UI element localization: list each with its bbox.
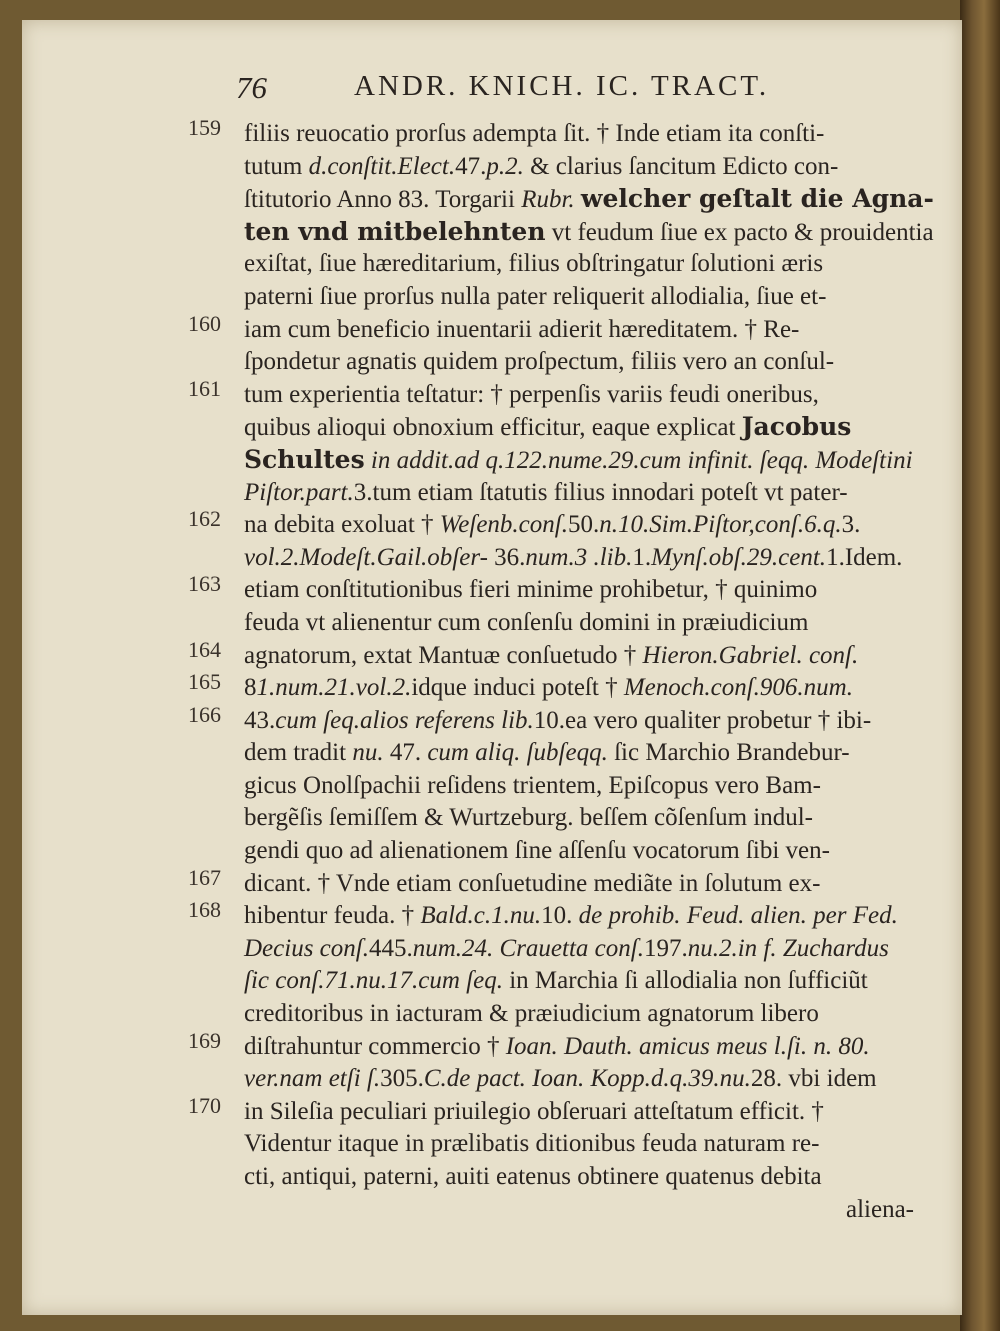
text-line [196, 1161, 956, 1194]
text-line [196, 607, 956, 640]
margin-number: 161 [188, 375, 221, 401]
citation-text: C.de pact. Ioan. Kopp.d.q.39.nu. [423, 1065, 751, 1093]
text-line [196, 346, 956, 379]
text-segment: paterni ſiue prorſus nulla pater reliquerit allodialia, ſiue et- [244, 282, 827, 310]
text-segment: & clarius ſancitum Edicto con- [523, 152, 839, 180]
text-segment: 47. [455, 152, 487, 180]
citation-text: Menoch.conſ.906.num. [623, 674, 853, 702]
citation-text: vol.2.Modeſt.Gail.obſer- [244, 543, 488, 571]
blackletter-text: welcher geſtalt die Agna- [580, 184, 934, 214]
text-segment: tum experientia teſtatur: † perpenſis variis feudi oneribus, [244, 380, 819, 408]
text-segment: in Sileſia peculiari priuilegio obſeruari atteſtatum efficit. † [244, 1097, 824, 1125]
text-segment: 1.Idem. [826, 543, 903, 571]
citation-text: Piſtor.part. [244, 478, 354, 506]
line-text [244, 835, 830, 868]
margin-number: 162 [188, 506, 221, 532]
citation-text: nu. [352, 739, 384, 767]
citation-text: Decius conſ. [244, 934, 369, 962]
line-text [244, 281, 826, 314]
citation-text: Hieron.Gabriel. conſ. [642, 641, 859, 669]
line-text [244, 1063, 877, 1096]
text-segment: aliena- [846, 1195, 915, 1223]
line-text [244, 900, 898, 933]
line-text [244, 477, 848, 510]
text-segment: diſtrahuntur commercio † [244, 1032, 506, 1060]
text-line [196, 411, 956, 444]
line-text [244, 770, 821, 803]
margin-number: 168 [188, 897, 221, 923]
text-segment: 47. [383, 739, 428, 767]
citation-text: nu.2.in f. Zuchardus [687, 934, 889, 962]
text-line [188, 115, 956, 151]
citation-text: num.24. Crauetta conſ. [412, 934, 644, 962]
text-segment: ſpondetur agnatis quidem proſpectum, filiis vero an conſul- [244, 348, 835, 376]
text-line [196, 1194, 956, 1227]
margin-number: 163 [188, 571, 221, 597]
text-segment: agnatorum, extat Mantuæ conſuetudo † [244, 641, 643, 669]
text-segment: in Marchia ſi allodialia non ſufficiũt [502, 967, 868, 995]
text-segment: exiſtat, ſiue hæreditarium, filius obſtringatur ſolutioni æris [244, 250, 824, 278]
citation-text: in addit.ad q.122.nume.29.cum infinit. ſeqq. Modeſtini [364, 446, 913, 474]
margin-number: 169 [188, 1027, 221, 1053]
citation-text: de prohib. Feud. alien. per Fed. [578, 902, 898, 930]
text-line [196, 802, 956, 835]
blackletter-text: Schultes [244, 444, 365, 474]
text-line [196, 835, 956, 868]
line-text [244, 868, 820, 901]
line-text [244, 379, 819, 412]
text-line [188, 1092, 956, 1129]
citation-text: 1.num.21.vol.2. [256, 674, 412, 702]
line-text [244, 118, 824, 151]
margin-number: 166 [188, 701, 221, 727]
line-text [846, 1194, 914, 1227]
line-text [244, 151, 838, 184]
text-segment: quibus alioqui obnoxium efficitur, eaque explicat [244, 414, 742, 442]
text-line [188, 375, 956, 412]
line-text [244, 640, 858, 673]
line-text [244, 444, 913, 478]
text-segment: feuda vt alienentur cum conſenſu domini in præiudicium [244, 608, 809, 636]
text-segment: 3.tum etiam ſtatutis filius innodari poteſt vt pater- [353, 478, 848, 506]
text-segment: 305. [380, 1065, 424, 1093]
line-text [244, 607, 808, 640]
text-segment: gicus Onolſpachii reſidens trientem, Epiſcopus vero Bam- [244, 771, 821, 799]
text-segment: vt feudum ſiue ex pacto & prouidentia [545, 218, 934, 246]
citation-text: Bald.c.1.nu. [420, 902, 542, 930]
text-segment: 445. [368, 934, 413, 962]
text-segment: 8 [244, 674, 257, 702]
text-segment: 36. [487, 543, 526, 571]
body-text [188, 115, 956, 1226]
text-line [196, 933, 956, 966]
text-segment: filiis reuocatio prorſus adempta ſit. † Inde etiam ita conſti- [244, 120, 825, 147]
text-segment: cti, antiqui, paterni, auiti eatenus obtinere quatenus debita [244, 1163, 822, 1190]
text-line [188, 506, 956, 542]
text-line [196, 216, 956, 249]
line-text [244, 314, 799, 347]
text-line [196, 737, 956, 770]
text-line [196, 998, 956, 1031]
line-text [244, 933, 889, 966]
text-segment: hibentur feuda. † [244, 902, 421, 930]
text-line [188, 701, 956, 738]
text-line [196, 248, 956, 281]
citation-text: Rubr. [521, 186, 575, 214]
text-line [196, 281, 956, 314]
text-segment: Videntur itaque in prælibatis ditionibus feuda naturam re- [244, 1130, 820, 1158]
citation-text: cum aliq. ſubſeqq. [427, 739, 608, 767]
text-line [196, 1128, 956, 1161]
page-number: 76 [236, 70, 267, 105]
text-line [196, 542, 956, 575]
text-line [188, 571, 956, 607]
margin-number: 165 [188, 669, 221, 695]
text-segment: iam cum beneficio inuentarii adierit hæreditatem. † Re- [244, 315, 800, 343]
text-segment: 50. [567, 511, 600, 539]
margin-number: 159 [188, 115, 221, 140]
line-text [244, 998, 819, 1031]
line-text [244, 965, 868, 998]
line-text [244, 216, 934, 250]
text-segment: 10. [541, 902, 579, 930]
text-line [196, 1063, 956, 1096]
line-text [244, 672, 853, 705]
text-segment: tutum [244, 152, 309, 180]
line-text [244, 802, 813, 835]
text-segment: na debita exoluat † [244, 511, 440, 539]
text-segment: gendi quo ad alienationem ſine aſſenſu vocatorum ſibi ven- [244, 837, 830, 865]
text-segment: 3. [841, 511, 861, 539]
margin-number: 167 [188, 864, 221, 890]
citation-text: Weſenb.conſ. [439, 511, 568, 539]
text-segment: bergẽſis ſemiſſem & Wurtzeburg. beſſem cõſenſum indul- [244, 804, 814, 832]
line-text [244, 1128, 819, 1161]
line-text [244, 737, 850, 770]
text-line [188, 310, 956, 347]
citation-text: Ioan. Dauth. amicus meus l.ſi. n. 80. [505, 1032, 870, 1060]
blackletter-text: ten vnd mitbelehnten [244, 216, 546, 246]
text-segment: dicant. † Vnde etiam conſuetudine mediãte in ſolutum ex- [244, 869, 821, 897]
citation-text: Mynſ.obſ.29.cent. [651, 543, 827, 571]
text-line [188, 669, 956, 705]
text-segment: 43. [244, 706, 276, 734]
text-segment: 197. [643, 934, 688, 962]
citation-text: num.3 .lib. [525, 543, 633, 571]
text-line [196, 477, 956, 510]
line-text [244, 346, 834, 379]
text-segment: 10.ea vero qualiter probetur † ibi- [533, 706, 872, 734]
citation-text: ſic conſ.71.nu.17.cum ſeq. [244, 967, 503, 995]
text-segment: ſic Marchio Brandebur- [607, 739, 850, 767]
margin-number: 170 [188, 1092, 221, 1118]
line-text [244, 183, 934, 217]
text-line [196, 183, 956, 216]
margin-number: 160 [188, 310, 221, 336]
line-text [244, 411, 851, 445]
line-text [244, 574, 817, 607]
text-line [188, 1027, 956, 1064]
text-line [188, 864, 956, 901]
text-segment: ſtitutorio Anno 83. Torgarii [244, 186, 522, 214]
citation-text: d.conſtit.Elect. [308, 152, 456, 180]
line-text [244, 509, 860, 542]
citation-text: cum ſeq.alios referens lib. [275, 706, 534, 734]
text-segment: idque induci poteſt † [411, 674, 624, 702]
line-text [244, 1031, 870, 1064]
page-header [236, 70, 836, 120]
text-segment: 1. [632, 543, 652, 571]
line-text [244, 248, 823, 281]
text-line [196, 770, 956, 803]
text-line [196, 965, 956, 998]
text-segment: 28. vbi idem [750, 1065, 877, 1093]
text-line [188, 636, 956, 673]
line-text [244, 542, 902, 575]
text-line [196, 444, 956, 477]
book-edge [960, 0, 1000, 1331]
line-text [244, 1161, 822, 1194]
blackletter-text: Jacobus [741, 412, 852, 442]
citation-text: p.2. [486, 152, 524, 180]
running-head: ANDR. KNICH. IC. TRACT. [354, 70, 770, 102]
line-text [244, 705, 871, 738]
text-segment: dem tradit [244, 739, 353, 767]
line-text [244, 1096, 824, 1129]
text-segment: etiam conſtitutionibus fieri minime prohibetur, † quinimo [244, 576, 818, 604]
citation-text: n.10.Sim.Piſtor,conſ.6.q. [599, 511, 842, 539]
citation-text: ver.nam etſi ſ. [244, 1065, 381, 1093]
text-segment: creditoribus in iacturam & præiudicium agnatorum libero [244, 1000, 819, 1028]
margin-number: 164 [188, 636, 221, 662]
text-line [188, 897, 956, 933]
text-line [196, 151, 956, 184]
